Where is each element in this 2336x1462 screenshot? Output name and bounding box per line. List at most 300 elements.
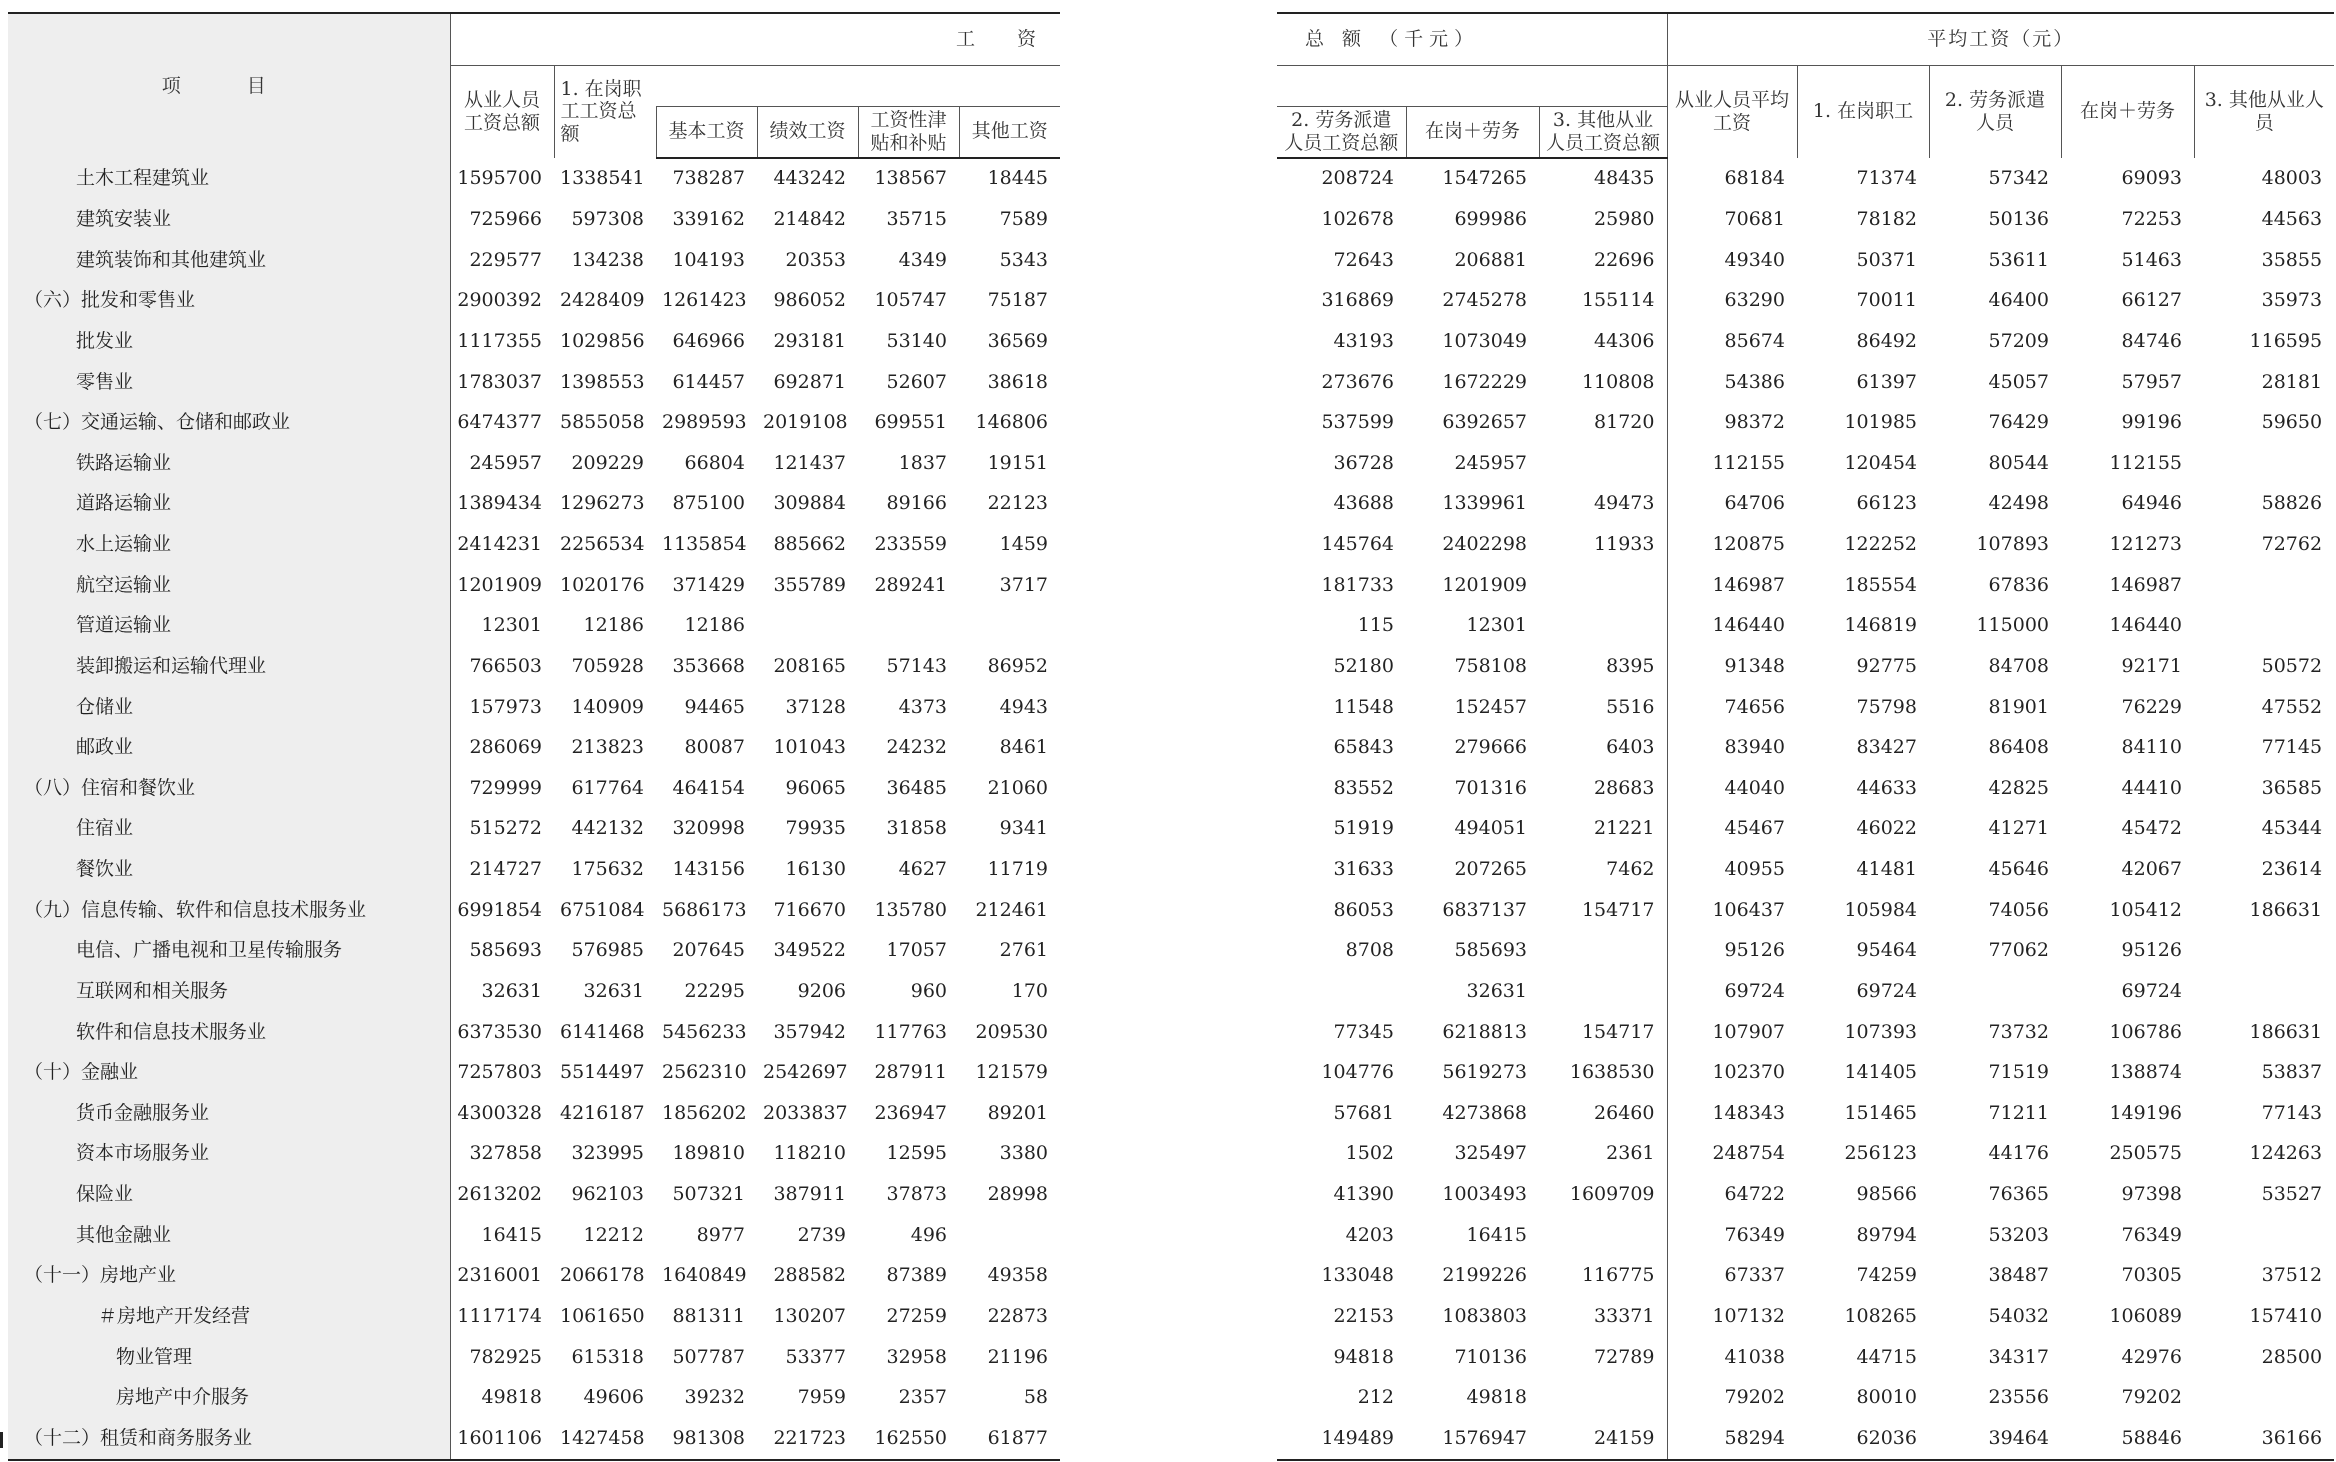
table-cell: 96065 [785,776,846,799]
table-cell: 41390 [1333,1183,1394,1206]
row-label: （十一）房地产业 [8,1256,450,1297]
table-cell: 339162 [672,208,745,231]
table-cell: 981308 [656,1418,757,1460]
table-cell: 107907 [1667,1012,1797,1053]
table-row [1277,443,2334,484]
row-label: （八）住宿和餐饮业 [8,768,450,809]
row-label: 邮政业 [8,728,450,769]
table-row [8,443,1060,484]
table-cell: 537599 [1321,411,1394,434]
table-cell: 181733 [1321,573,1394,596]
table-cell: 42825 [1988,776,2049,799]
table-cell: 2256534 [560,533,645,556]
table-cell: 357942 [773,1020,846,1043]
table-cell: 135780 [874,898,947,921]
table-cell: 86492 [1856,329,1917,352]
table-cell: 70011 [1856,289,1917,312]
table-cell: 507787 [672,1345,745,1368]
table-cell: 320998 [672,817,745,840]
table-cell: 353668 [672,654,745,677]
table-cell: 16130 [785,858,846,881]
table-cell: 124263 [2249,1142,2323,1165]
table-cell: 443242 [773,167,846,190]
table-cell: 66804 [684,451,745,474]
table-cell: 4627 [898,858,947,881]
table-cell: 106437 [1667,890,1797,931]
row-label: 道路运输业 [8,484,450,525]
table-cell: 47552 [2261,695,2323,718]
table-cell: 209229 [571,451,644,474]
table-cell: 53203 [1988,1223,2049,1246]
table-cell: 94818 [1333,1345,1394,1368]
table-cell: 59650 [2261,411,2323,434]
table-cell: 44563 [2261,208,2323,231]
table-cell: 64722 [1667,1175,1797,1216]
table-row [1277,1297,2334,1338]
table-cell: 21221 [1594,817,1655,840]
table-cell [757,606,858,647]
table-cell: 986052 [773,289,846,312]
table-cell: 76349 [1667,1215,1797,1256]
table-cell: 53837 [2261,1061,2323,1084]
table-cell: 646966 [672,329,745,352]
table-cell: 76349 [2121,1223,2182,1246]
table-cell: 69093 [2121,166,2182,189]
table-cell: 597308 [571,208,644,231]
table-cell: 72643 [1333,248,1394,271]
table-cell: 5619273 [1442,1061,1527,1084]
row-label: 批发业 [8,322,450,363]
table-row [1277,890,2334,931]
table-cell [1539,565,1667,606]
table-cell: 104776 [1321,1061,1394,1084]
table-cell: 110808 [1581,370,1655,393]
row-label: 零售业 [8,362,450,403]
table-cell: 8461 [999,736,1049,759]
row-label: 保险业 [8,1175,450,1216]
table-cell: 207265 [1454,858,1527,881]
table-cell: 1595700 [457,166,542,189]
table-cell: 1339961 [1442,492,1527,515]
table-cell [2194,1378,2334,1419]
average-wage-group-header: 平均工资（元） [1667,13,2334,65]
table-cell: 52607 [886,370,947,393]
table-cell: 323995 [571,1142,644,1165]
table-row [1277,1053,2334,1094]
onpost-dispatch-total-header: 在岗＋劳务 [1406,106,1539,158]
table-cell: 6141468 [560,1020,645,1043]
table-cell: 118210 [773,1142,846,1165]
table-cell: 146440 [2109,614,2182,637]
table-cell: 2542697 [763,1061,848,1084]
table-cell: 1427458 [554,1418,656,1460]
table-row [1277,931,2334,972]
table-cell: 72789 [1594,1345,1655,1368]
table-cell: 464154 [672,776,745,799]
table-cell: 214842 [773,208,846,231]
table-cell: 102678 [1321,208,1394,231]
item-column-header: 项 目 [8,13,450,158]
table-cell: 146806 [975,411,1049,434]
table-cell: 585693 [1454,939,1527,962]
row-label: 仓储业 [8,687,450,728]
table-row [8,931,1060,972]
table-cell: 108265 [1844,1304,1917,1327]
table-cell: 86053 [1333,898,1394,921]
table-cell: 6373530 [457,1020,542,1043]
row-label: 住宿业 [8,809,450,850]
table-cell: 256123 [1844,1142,1917,1165]
table-cell [1539,443,1667,484]
row-label: 土木工程建筑业 [8,158,450,200]
table-cell: 705928 [571,654,644,677]
table-cell: 1029856 [560,329,645,352]
table-cell: 58294 [1667,1418,1797,1460]
table-cell: 53527 [2261,1183,2323,1206]
table-cell: 1672229 [1442,370,1527,393]
table-cell: 1783037 [457,370,542,393]
dispatch-total-header: 2. 劳务派遣人员工资总额 [1277,106,1406,158]
table-cell: 1073049 [1442,329,1527,352]
table-cell: 442132 [571,817,644,840]
table-cell: 22295 [684,979,745,1002]
table-cell: 1389434 [457,492,542,515]
table-cell: 71374 [1856,166,1917,189]
table-cell: 25980 [1594,208,1655,231]
table-cell: 143156 [672,858,745,881]
table-cell: 2900392 [457,289,542,312]
table-row [8,1297,1060,1338]
table-cell: 22873 [987,1304,1049,1327]
table-cell: 4203 [1345,1223,1394,1246]
table-cell: 39232 [684,1386,745,1409]
table-row [8,1418,1060,1460]
table-cell: 36585 [2261,776,2323,799]
table-cell: 50136 [1988,208,2049,231]
table-cell: 229577 [469,248,542,271]
row-label: 餐饮业 [8,850,450,891]
table-cell: 38487 [1988,1264,2049,1287]
table-cell: 145764 [1321,533,1394,556]
table-cell: 57342 [1988,166,2049,189]
table-cell: 57209 [1988,329,2049,352]
table-cell: 44040 [1667,768,1797,809]
table-cell: 66127 [2121,289,2182,312]
table-cell: 494051 [1454,817,1527,840]
table-cell: 189810 [672,1142,745,1165]
table-cell: 81720 [1594,411,1655,434]
table-row [1277,1012,2334,1053]
table-cell: 208724 [1321,167,1394,190]
avg-dispatch-header: 2. 劳务派遣人员 [1929,65,2061,158]
table-cell: 44410 [2121,776,2182,799]
table-cell: 1640849 [662,1264,747,1287]
table-cell: 371429 [672,573,745,596]
table-cell: 1083803 [1442,1304,1527,1327]
table-cell: 27259 [886,1304,947,1327]
table-cell: 701316 [1454,776,1527,799]
table-cell: 175632 [571,858,644,881]
table-cell: 32631 [1466,979,1527,1002]
table-cell: 209530 [975,1020,1049,1043]
table-cell: 43193 [1333,329,1394,352]
row-label: （六）批发和零售业 [8,281,450,322]
row-label: 资本市场服务业 [8,1134,450,1175]
table-cell: 72253 [2121,208,2182,231]
table-cell [959,1215,1060,1256]
table-cell: 22123 [987,492,1049,515]
table-cell: 45646 [1988,858,2049,881]
table-cell: 105412 [2109,898,2182,921]
table-cell: 67836 [1988,573,2049,596]
table-row [1277,158,2334,200]
table-cell: 155114 [1581,289,1655,312]
table-cell: 77145 [2261,736,2323,759]
table-row [1277,1337,2334,1378]
table-cell: 6392657 [1442,411,1527,434]
table-cell: 133048 [1321,1264,1394,1287]
table-cell: 293181 [773,329,846,352]
row-label: ＃房地产开发经营 [8,1297,450,1338]
table-cell: 92171 [2121,654,2182,677]
table-cell: 170 [1011,979,1049,1002]
table-cell: 95126 [2121,939,2182,962]
table-cell: 146987 [2109,573,2182,596]
table-cell: 44306 [1594,329,1655,352]
table-cell: 80544 [1988,451,2049,474]
table-cell: 40955 [1667,850,1797,891]
table-cell: 881311 [672,1304,745,1327]
table-row [1277,1418,2334,1460]
row-label: 货币金融服务业 [8,1093,450,1134]
table-cell: 115000 [1976,614,2049,637]
table-cell: 236947 [874,1101,947,1124]
table-cell: 2361 [1606,1142,1655,1165]
table-cell: 80087 [684,736,745,759]
table-cell: 11719 [987,858,1049,881]
table-cell: 64706 [1667,484,1797,525]
table-cell: 2357 [898,1386,947,1409]
other-staff-total-header: 3. 其他从业人员工资总额 [1539,106,1667,158]
table-cell: 1856202 [662,1101,747,1124]
table-cell: 94465 [684,695,745,718]
table-cell: 1638530 [1569,1061,1655,1084]
table-cell: 49340 [1667,240,1797,281]
table-cell: 4373 [898,695,947,718]
table-cell: 496 [910,1223,947,1246]
table-cell: 74656 [1667,687,1797,728]
table-row [8,525,1060,566]
table-cell: 98566 [1856,1183,1917,1206]
table-cell: 66123 [1856,492,1917,515]
table-cell: 6403 [1606,736,1655,759]
table-cell: 2745278 [1442,289,1527,312]
basic-wage-header: 基本工资 [656,106,757,158]
table-row [8,362,1060,403]
table-row [8,281,1060,322]
table-row [1277,200,2334,241]
table-cell: 36569 [987,329,1049,352]
table-row [1277,362,2334,403]
table-cell: 6218813 [1442,1020,1527,1043]
table-cell: 8708 [1345,939,1394,962]
table-cell: 44176 [1988,1142,2049,1165]
table-cell: 61397 [1856,370,1917,393]
table-row [1277,687,2334,728]
table-cell: 33371 [1594,1304,1655,1327]
table-cell: 44633 [1856,776,1917,799]
table-cell: 101985 [1844,411,1917,434]
table-row [1277,1378,2334,1419]
table-cell: 99196 [2121,411,2182,434]
table-cell: 2033837 [763,1101,848,1124]
table-cell: 41481 [1856,858,1917,881]
table-cell: 233559 [874,533,947,556]
table-cell: 36728 [1333,451,1394,474]
table-cell: 89166 [886,492,947,515]
row-label: 管道运输业 [8,606,450,647]
table-cell: 34317 [1988,1345,2049,1368]
table-cell: 32631 [583,979,644,1002]
table-cell: 116595 [2249,329,2323,352]
table-cell: 39464 [1929,1418,2061,1460]
table-cell [2194,1215,2334,1256]
table-cell: 72762 [2261,533,2323,556]
table-cell: 146440 [1667,606,1797,647]
table-cell: 91348 [1667,647,1797,688]
table-row [8,240,1060,281]
avg-other-header: 3. 其他从业人员 [2194,65,2334,158]
table-cell: 85674 [1667,322,1797,363]
table-cell: 1117174 [457,1304,542,1327]
table-cell [1539,1378,1667,1419]
row-label: 水上运输业 [8,525,450,566]
table-cell: 49818 [1466,1386,1527,1409]
table-cell: 31633 [1333,858,1394,881]
table-cell: 49473 [1594,492,1655,515]
table-cell: 1117355 [457,329,542,352]
table-cell: 77143 [2261,1101,2323,1124]
table-cell: 22153 [1333,1304,1394,1327]
row-label: 电信、广播电视和卫星传输服务 [8,931,450,972]
table-cell: 507321 [672,1183,745,1206]
table-cell: 387911 [773,1183,846,1206]
table-cell: 120454 [1844,451,1917,474]
table-row [1277,484,2334,525]
table-cell: 1837 [898,451,947,474]
table-cell: 2066178 [560,1264,645,1287]
table-cell [1539,972,1667,1013]
table-cell: 738287 [672,167,745,190]
table-cell: 32631 [481,979,542,1002]
table-cell: 11933 [1594,533,1655,556]
row-label: 软件和信息技术服务业 [8,1012,450,1053]
other-wage-header: 其他工资 [959,106,1060,158]
row-label: 装卸搬运和运输代理业 [8,647,450,688]
table-cell: 65843 [1333,736,1394,759]
table-cell: 61877 [959,1418,1060,1460]
table-cell: 12301 [481,614,542,637]
table-cell: 1576947 [1406,1418,1539,1460]
row-label: 房地产中介服务 [8,1378,450,1419]
table-cell: 325497 [1454,1142,1527,1165]
table-cell: 1459 [999,533,1049,556]
row-label: （七）交通运输、仓储和邮政业 [8,403,450,444]
table-cell: 20353 [785,248,846,271]
table-cell: 1609709 [1569,1183,1655,1206]
table-cell: 221723 [757,1418,858,1460]
table-cell: 186631 [2249,1020,2323,1043]
table-row [1277,403,2334,444]
table-cell: 279666 [1454,736,1527,759]
table-row [8,1215,1060,1256]
table-cell: 62036 [1797,1418,1929,1460]
table-cell: 37512 [2261,1264,2323,1287]
table-cell: 69724 [2121,979,2182,1002]
wage-table-right [1277,12,2334,1461]
table-cell: 615318 [571,1345,644,1368]
table-cell: 7257803 [457,1061,542,1084]
table-cell [1539,931,1667,972]
table-cell: 245957 [1454,451,1527,474]
table-row [1277,1134,2334,1175]
table-cell: 6474377 [457,411,542,434]
table-row [8,1378,1060,1419]
table-cell: 692871 [773,370,846,393]
table-cell: 58846 [2061,1418,2194,1460]
previous-page-fragment [0,0,2336,6]
table-cell: 1135854 [662,533,747,556]
table-cell: 121273 [2109,533,2182,556]
table-cell: 107393 [1844,1020,1917,1043]
table-cell: 11548 [1333,695,1394,718]
table-row [8,1134,1060,1175]
table-cell: 185554 [1844,573,1917,596]
row-label: （十二）租赁和商务服务业 [8,1418,450,1460]
table-row [8,1093,1060,1134]
table-cell: 355789 [773,573,846,596]
table-cell: 962103 [571,1183,644,1206]
table-cell: 1061650 [560,1304,645,1327]
table-cell: 104193 [672,248,745,271]
table-row [1277,281,2334,322]
table-row [8,1337,1060,1378]
table-cell: 53377 [785,1345,846,1368]
table-cell: 2019108 [763,411,848,434]
row-label: （九）信息传输、软件和信息技术服务业 [8,890,450,931]
table-cell: 7462 [1606,858,1655,881]
table-cell: 1547265 [1442,167,1527,190]
table-cell: 45344 [2261,817,2323,840]
table-cell [2194,443,2334,484]
table-row [1277,1093,2334,1134]
table-cell: 7959 [797,1386,846,1409]
table-cell: 138567 [874,167,947,190]
table-row [8,728,1060,769]
table-cell: 7589 [999,208,1049,231]
table-cell: 162550 [858,1418,959,1460]
table-cell: 716670 [773,898,846,921]
row-label: 互联网和相关服务 [8,972,450,1013]
table-cell: 57143 [886,654,947,677]
table-row [1277,728,2334,769]
table-row [1277,1256,2334,1297]
table-cell: 48003 [2261,166,2323,189]
table-cell: 23614 [2261,858,2323,881]
table-cell: 75798 [1856,695,1917,718]
table-row [8,1053,1060,1094]
table-row [1277,1175,2334,1216]
